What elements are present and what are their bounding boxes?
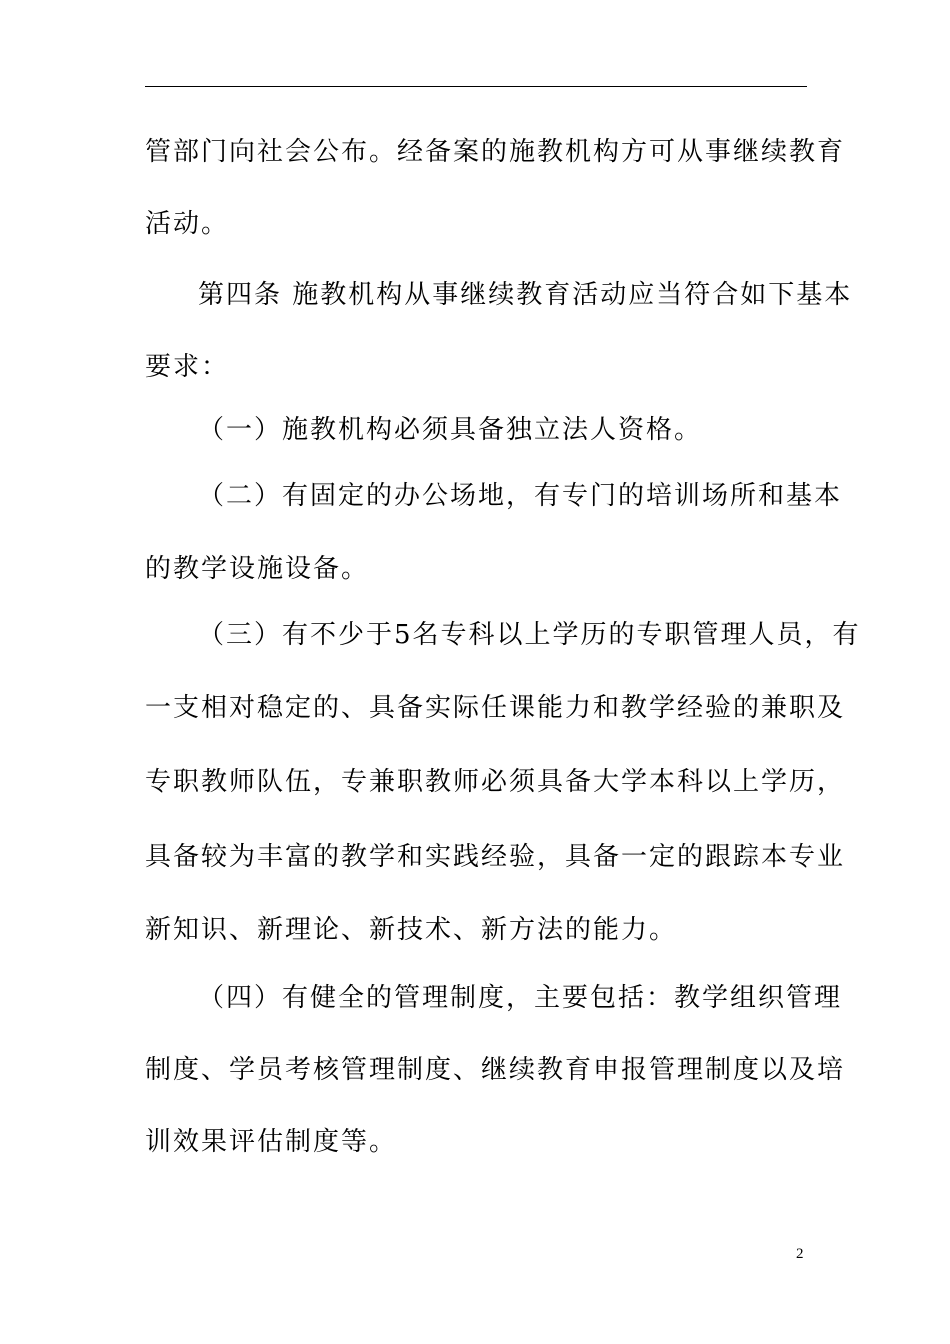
text-line: 的教学设施设备。 [145,554,370,584]
text-line: 专职教师队伍，专兼职教师必须具备大学本科以上学历， [145,767,846,797]
text-line: 训效果评估制度等。 [145,1127,398,1157]
article-heading-line: 第四条 施教机构从事继续教育活动应当符合如下基本 [198,280,853,310]
list-item-3: （三）有不少于5名专科以上学历的专职管理人员，有 [198,620,861,650]
text-line: 具备较为丰富的教学和实践经验，具备一定的跟踪本专业 [145,842,846,872]
text-line: 新知识、新理论、新技术、新方法的能力。 [145,915,678,945]
list-item-4: （四）有健全的管理制度，主要包括：教学组织管理 [198,983,843,1013]
list-item-2: （二）有固定的办公场地，有专门的培训场所和基本 [198,481,843,511]
text-line: 要求： [145,352,230,382]
header-rule [145,86,807,87]
page-number: 2 [796,1246,804,1262]
text-line: 活动。 [145,209,230,239]
list-item-1: （一）施教机构必须具备独立法人资格。 [198,415,703,445]
text-line: 制度、学员考核管理制度、继续教育申报管理制度以及培 [145,1055,846,1085]
text-line: 管部门向社会公布。经备案的施教机构方可从事继续教育 [145,137,846,167]
text-line: 一支相对稳定的、具备实际任课能力和教学经验的兼职及 [145,693,846,723]
